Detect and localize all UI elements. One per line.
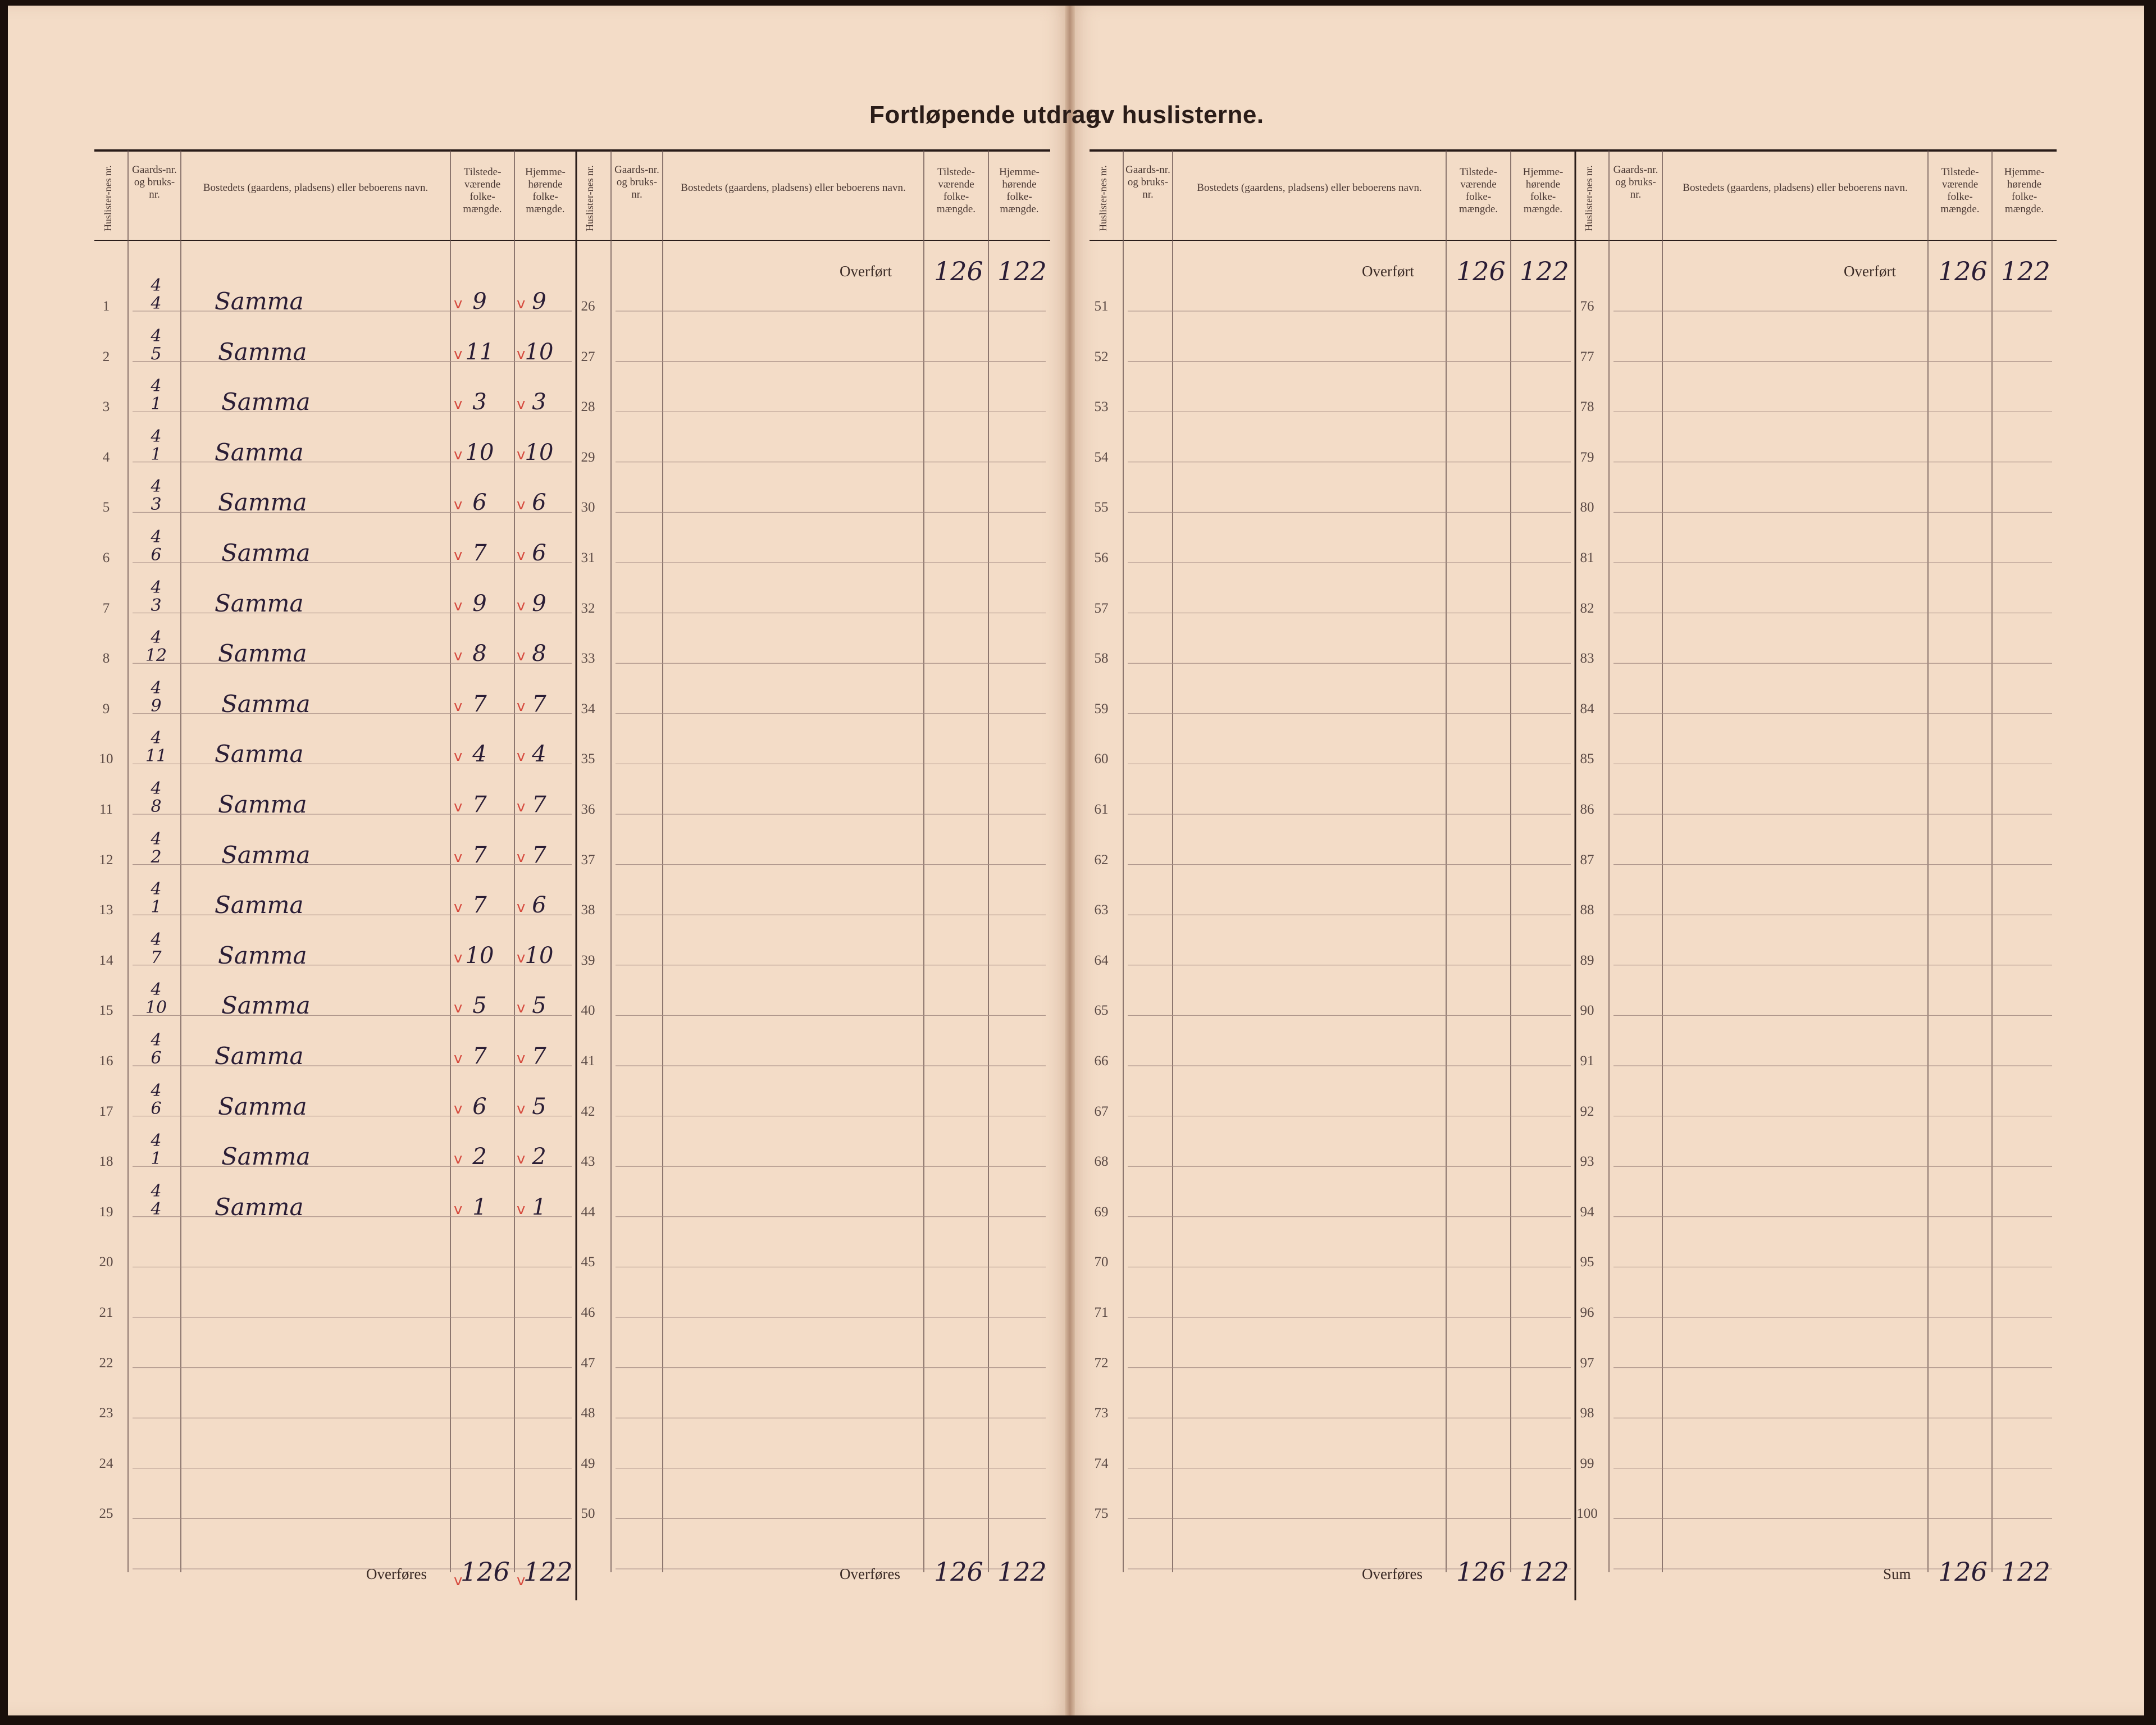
entry-hjemme: 10 (525, 942, 554, 969)
check-mark-hjemme: v (517, 949, 526, 966)
row-number: 24 (99, 1455, 113, 1471)
row-number: 72 (1094, 1355, 1109, 1371)
entry-gaard-nr: 4 (151, 376, 162, 396)
row-number: 32 (581, 600, 595, 616)
row-number: 94 (1580, 1204, 1594, 1220)
row-number: 56 (1094, 550, 1109, 565)
check-mark-tilstede: v (454, 446, 463, 463)
entry-name: Samma (218, 489, 307, 517)
check-mark-total: v (454, 1572, 463, 1589)
sum-label: Sum (1883, 1566, 1911, 1582)
check-mark-tilstede: v (454, 295, 463, 312)
check-mark-tilstede: v (454, 1201, 463, 1218)
row-number: 53 (1094, 399, 1109, 415)
entry-name: Samma (221, 539, 311, 567)
entry-tilstede: 6 (472, 1093, 487, 1120)
entry-name: Samma (215, 1193, 304, 1221)
entry-tilstede: 1 (472, 1194, 487, 1220)
entry-hjemme: 5 (532, 1093, 546, 1120)
check-mark-hjemme: v (517, 899, 526, 916)
row-number: 42 (581, 1103, 595, 1119)
overfort-hjemme: 122 (2001, 256, 2050, 286)
row-number: 64 (1094, 952, 1109, 968)
entry-name: Samma (215, 589, 304, 617)
entry-bruk-nr: 1 (151, 444, 162, 464)
row-number: 41 (581, 1053, 595, 1069)
header-husliste-nr: Huslister-nes nr. (102, 165, 113, 231)
entry-gaard-nr: 4 (151, 879, 162, 900)
entry-tilstede: 9 (472, 590, 487, 617)
entry-name: Samma (215, 740, 304, 768)
row-number: 91 (1580, 1053, 1594, 1069)
row-number: 1 (102, 299, 110, 314)
title-left: Fortløpende utdrag (869, 101, 1101, 129)
row-number: 10 (99, 751, 113, 767)
total-hjemme: 122 (2001, 1557, 2050, 1587)
row-number: 58 (1094, 651, 1109, 667)
row-number: 13 (99, 902, 113, 918)
entry-gaard-nr: 4 (151, 1181, 162, 1201)
entry-bruk-nr: 5 (151, 344, 162, 364)
row-number: 7 (102, 600, 110, 616)
row-number: 3 (102, 399, 110, 415)
row-number: 86 (1580, 802, 1594, 817)
row-number: 31 (581, 550, 595, 565)
total-tilstede: 126 (1938, 1557, 1988, 1587)
row-number: 88 (1580, 902, 1594, 918)
row-number: 47 (581, 1355, 595, 1371)
entry-hjemme: 7 (532, 1043, 546, 1069)
header-bostedets: Bostedets (gaardens, pladsens) eller beboerens navn. (1683, 182, 1908, 194)
total-tilstede: 126 (934, 1557, 983, 1587)
check-mark-hjemme: v (517, 1100, 526, 1117)
row-number: 18 (99, 1154, 113, 1170)
header-husliste-nr: Huslister-nes nr. (1097, 165, 1109, 231)
entry-name: Samma (221, 841, 311, 869)
entry-hjemme: 1 (532, 1194, 546, 1220)
entry-tilstede: 3 (472, 389, 487, 416)
row-number: 33 (581, 651, 595, 667)
entry-hjemme: 5 (532, 993, 546, 1019)
entry-gaard-nr: 4 (151, 929, 162, 950)
overfores-label: Overføres (1362, 1566, 1423, 1582)
check-mark-hjemme: v (517, 295, 526, 312)
entry-bruk-nr: 8 (151, 797, 162, 816)
entry-bruk-nr: 1 (151, 394, 162, 414)
row-number: 4 (102, 449, 110, 465)
entry-gaard-nr: 4 (151, 426, 162, 446)
row-number: 77 (1580, 349, 1594, 364)
entry-gaard-nr: 4 (151, 628, 162, 648)
entry-bruk-nr: 11 (145, 746, 167, 766)
check-mark-hjemme: v (517, 446, 526, 463)
row-number: 95 (1580, 1254, 1594, 1270)
entry-bruk-nr: 2 (151, 847, 162, 867)
entry-gaard-nr: 4 (151, 1030, 162, 1050)
entry-hjemme: 4 (532, 741, 546, 768)
entry-gaard-nr: 4 (151, 276, 162, 295)
entry-gaard-nr: 4 (151, 728, 162, 749)
entry-name: Samma (215, 288, 304, 315)
check-mark-hjemme: v (517, 697, 526, 715)
entry-gaard-nr: 4 (151, 1131, 162, 1151)
entry-hjemme: 7 (532, 691, 546, 717)
total-hjemme: 122 (1520, 1557, 1569, 1587)
entry-hjemme: 9 (532, 289, 546, 314)
entry-hjemme: 10 (525, 339, 554, 365)
entry-gaard-nr: 4 (151, 980, 162, 1000)
header-husliste-nr: Huslister-nes nr. (584, 165, 595, 231)
row-number: 93 (1580, 1154, 1594, 1170)
check-mark-tilstede: v (454, 1151, 463, 1168)
entry-bruk-nr: 12 (145, 646, 167, 666)
entry-name: Samma (218, 640, 307, 668)
row-number: 89 (1580, 952, 1594, 968)
row-number: 25 (99, 1506, 113, 1522)
row-number: 69 (1094, 1204, 1109, 1220)
check-mark-tilstede: v (454, 748, 463, 765)
row-number: 11 (99, 802, 113, 817)
entry-gaard-nr: 4 (151, 829, 162, 849)
row-number: 45 (581, 1254, 595, 1270)
entry-tilstede: 9 (472, 289, 487, 314)
header-tilstede: Tilstede-værende folke-mængde. (463, 166, 502, 215)
entry-name: Samma (218, 791, 307, 818)
row-number: 46 (581, 1305, 595, 1320)
entry-gaard-nr: 4 (151, 1080, 162, 1101)
row-number: 71 (1094, 1305, 1109, 1320)
entry-name: Samma (218, 941, 307, 969)
row-number: 28 (581, 399, 595, 415)
entry-tilstede: 10 (465, 942, 494, 969)
overfort-label: Overført (840, 263, 892, 280)
entry-bruk-nr: 9 (151, 696, 162, 716)
header-hjemme: Hjemme-hørende folke-mængde. (1523, 166, 1564, 215)
row-number: 12 (99, 852, 113, 868)
row-number: 98 (1580, 1405, 1594, 1421)
entry-tilstede: 10 (465, 439, 494, 466)
row-number: 26 (581, 299, 595, 314)
row-number: 52 (1094, 349, 1109, 364)
row-number: 66 (1094, 1053, 1109, 1069)
row-number: 83 (1580, 651, 1594, 667)
entry-hjemme: 6 (532, 892, 546, 919)
overfort-label: Overført (1844, 263, 1896, 280)
row-number: 92 (1580, 1103, 1594, 1119)
check-mark-hjemme: v (517, 848, 526, 866)
row-number: 40 (581, 1003, 595, 1019)
entry-hjemme: 10 (525, 439, 554, 466)
title-right: av huslisterne. (1087, 101, 1264, 129)
row-number: 17 (99, 1103, 113, 1119)
overfort-hjemme: 122 (1520, 256, 1569, 286)
check-mark-tilstede: v (454, 1000, 463, 1017)
overfort-tilstede: 126 (934, 256, 983, 286)
row-number: 65 (1094, 1003, 1109, 1019)
entry-bruk-nr: 6 (151, 1048, 162, 1068)
entry-tilstede: 11 (465, 339, 494, 365)
entry-gaard-nr: 4 (151, 577, 162, 597)
row-number: 43 (581, 1154, 595, 1170)
header-tilstede: Tilstede-værende folke-mængde. (1940, 166, 1980, 215)
entry-hjemme: 9 (532, 590, 546, 617)
entry-bruk-nr: 6 (151, 545, 162, 565)
check-mark-tilstede: v (454, 396, 463, 413)
header-bostedets: Bostedets (gaardens, pladsens) eller beboerens navn. (1197, 182, 1422, 194)
entry-hjemme: 7 (532, 792, 546, 818)
row-number: 73 (1094, 1405, 1109, 1421)
row-number: 34 (581, 701, 595, 717)
check-mark-tilstede: v (454, 1050, 463, 1067)
row-number: 51 (1094, 299, 1109, 314)
entry-name: Samma (221, 388, 311, 416)
header-gaards-nr: Gaards-nr. og bruks-nr. (1613, 164, 1658, 200)
row-number: 5 (102, 500, 110, 515)
row-number: 68 (1094, 1154, 1109, 1170)
entry-tilstede: 5 (472, 993, 487, 1019)
check-mark-tilstede: v (454, 697, 463, 715)
entry-tilstede: 7 (472, 540, 487, 566)
overfores-label: Overføres (840, 1566, 900, 1582)
check-mark-total: v (517, 1572, 526, 1589)
row-number: 16 (99, 1053, 113, 1069)
entry-hjemme: 7 (532, 842, 546, 868)
check-mark-tilstede: v (454, 899, 463, 916)
header-hjemme: Hjemme-hørende folke-mængde. (525, 166, 566, 215)
row-number: 35 (581, 751, 595, 767)
row-number: 80 (1580, 500, 1594, 515)
entry-gaard-nr: 4 (151, 779, 162, 798)
row-number: 37 (581, 852, 595, 868)
check-mark-hjemme: v (517, 597, 526, 614)
row-number: 99 (1580, 1455, 1594, 1471)
header-gaards-nr: Gaards-nr. og bruks-nr. (132, 164, 177, 200)
overfort-tilstede: 126 (1456, 256, 1506, 286)
row-number: 54 (1094, 449, 1109, 465)
entry-bruk-nr: 3 (151, 595, 162, 615)
entry-gaard-nr: 4 (151, 678, 162, 698)
entry-name: Samma (221, 690, 311, 718)
header-gaards-nr: Gaards-nr. og bruks-nr. (1125, 164, 1170, 200)
row-number: 38 (581, 902, 595, 918)
row-number: 29 (581, 449, 595, 465)
entry-name: Samma (215, 438, 304, 466)
entry-bruk-nr: 4 (151, 294, 162, 313)
entry-tilstede: 7 (472, 842, 487, 868)
entry-gaard-nr: 4 (151, 477, 162, 497)
row-number: 67 (1094, 1103, 1109, 1119)
row-number: 74 (1094, 1455, 1109, 1471)
row-number: 21 (99, 1305, 113, 1320)
check-mark-hjemme: v (517, 1151, 526, 1168)
row-number: 55 (1094, 500, 1109, 515)
check-mark-tilstede: v (454, 547, 463, 564)
row-number: 84 (1580, 701, 1594, 717)
entry-name: Samma (218, 1092, 307, 1120)
row-number: 90 (1580, 1003, 1594, 1019)
header-hjemme: Hjemme-hørende folke-mængde. (999, 166, 1040, 215)
row-number: 63 (1094, 902, 1109, 918)
row-number: 82 (1580, 600, 1594, 616)
row-number: 2 (102, 349, 110, 364)
total-tilstede: 126 (1456, 1557, 1506, 1587)
entry-tilstede: 4 (472, 741, 487, 768)
header-bostedets: Bostedets (gaardens, pladsens) eller beboerens navn. (203, 182, 429, 194)
row-number: 50 (581, 1506, 595, 1522)
check-mark-hjemme: v (517, 1050, 526, 1067)
entry-bruk-nr: 1 (151, 1149, 162, 1169)
header-tilstede: Tilstede-værende folke-mængde. (936, 166, 976, 215)
row-number: 8 (102, 651, 110, 667)
check-mark-hjemme: v (517, 748, 526, 765)
check-mark-tilstede: v (454, 496, 463, 514)
entry-name: Samma (215, 891, 304, 919)
check-mark-tilstede: v (454, 798, 463, 815)
row-number: 30 (581, 500, 595, 515)
row-number: 14 (99, 952, 113, 968)
entry-tilstede: 8 (472, 641, 487, 667)
header-gaards-nr: Gaards-nr. og bruks-nr. (614, 164, 659, 200)
check-mark-hjemme: v (517, 798, 526, 815)
check-mark-hjemme: v (517, 547, 526, 564)
total-hjemme: 122 (523, 1557, 573, 1587)
entry-hjemme: 6 (532, 540, 546, 566)
row-number: 23 (99, 1405, 113, 1421)
check-mark-tilstede: v (454, 848, 463, 866)
entry-bruk-nr: 4 (151, 1199, 162, 1219)
row-number: 100 (1576, 1506, 1598, 1522)
entry-bruk-nr: 3 (151, 495, 162, 515)
row-number: 79 (1580, 449, 1594, 465)
row-number: 22 (99, 1355, 113, 1371)
entry-name: Samma (218, 337, 307, 366)
entry-bruk-nr: 7 (151, 947, 162, 968)
check-mark-tilstede: v (454, 345, 463, 363)
row-number: 20 (99, 1254, 113, 1270)
entry-name: Samma (215, 1042, 304, 1070)
overfort-label: Overført (1362, 263, 1414, 280)
row-number: 27 (581, 349, 595, 364)
check-mark-hjemme: v (517, 396, 526, 413)
row-number: 61 (1094, 802, 1109, 817)
row-number: 39 (581, 952, 595, 968)
check-mark-hjemme: v (517, 496, 526, 514)
row-number: 59 (1094, 701, 1109, 717)
entry-bruk-nr: 1 (151, 897, 162, 918)
row-number: 85 (1580, 751, 1594, 767)
row-number: 57 (1094, 600, 1109, 616)
entry-tilstede: 7 (472, 892, 487, 919)
row-number: 87 (1580, 852, 1594, 868)
row-number: 44 (581, 1204, 595, 1220)
row-number: 6 (102, 550, 110, 565)
row-number: 97 (1580, 1355, 1594, 1371)
overfores-label: Overføres (366, 1566, 427, 1582)
entry-gaard-nr: 4 (151, 326, 162, 346)
entry-bruk-nr: 6 (151, 1098, 162, 1119)
entry-hjemme: 6 (532, 490, 546, 516)
row-number: 96 (1580, 1305, 1594, 1320)
entry-tilstede: 7 (472, 792, 487, 818)
row-number: 62 (1094, 852, 1109, 868)
row-number: 70 (1094, 1254, 1109, 1270)
header-bostedets: Bostedets (gaardens, pladsens) eller beboerens navn. (681, 182, 906, 194)
check-mark-hjemme: v (517, 647, 526, 665)
row-number: 15 (99, 1003, 113, 1019)
overfort-hjemme: 122 (997, 256, 1047, 286)
check-mark-tilstede: v (454, 949, 463, 966)
entry-bruk-nr: 10 (145, 998, 167, 1018)
row-number: 60 (1094, 751, 1109, 767)
row-number: 36 (581, 802, 595, 817)
row-number: 75 (1094, 1506, 1109, 1522)
row-number: 81 (1580, 550, 1594, 565)
entry-tilstede: 2 (472, 1144, 487, 1170)
row-number: 49 (581, 1455, 595, 1471)
entry-hjemme: 8 (532, 641, 546, 667)
entry-tilstede: 6 (472, 490, 487, 516)
header-husliste-nr: Huslister-nes nr. (1583, 165, 1594, 231)
entry-name: Samma (221, 1143, 311, 1171)
total-tilstede: 126 (461, 1557, 510, 1587)
entry-hjemme: 3 (532, 389, 546, 416)
row-number: 48 (581, 1405, 595, 1421)
check-mark-hjemme: v (517, 345, 526, 363)
entry-name: Samma (221, 992, 311, 1020)
check-mark-tilstede: v (454, 597, 463, 614)
header-hjemme: Hjemme-hørende folke-mængde. (2004, 166, 2045, 215)
entry-tilstede: 7 (472, 691, 487, 717)
check-mark-hjemme: v (517, 1000, 526, 1017)
entry-gaard-nr: 4 (151, 527, 162, 547)
entry-hjemme: 2 (532, 1144, 546, 1170)
row-number: 9 (102, 701, 110, 717)
check-mark-tilstede: v (454, 1100, 463, 1117)
row-number: 19 (99, 1204, 113, 1220)
overfort-tilstede: 126 (1938, 256, 1988, 286)
total-hjemme: 122 (997, 1557, 1047, 1587)
check-mark-hjemme: v (517, 1201, 526, 1218)
row-number: 76 (1580, 299, 1594, 314)
check-mark-tilstede: v (454, 647, 463, 665)
row-number: 78 (1580, 399, 1594, 415)
entry-tilstede: 7 (472, 1043, 487, 1069)
header-tilstede: Tilstede-værende folke-mængde. (1458, 166, 1498, 215)
